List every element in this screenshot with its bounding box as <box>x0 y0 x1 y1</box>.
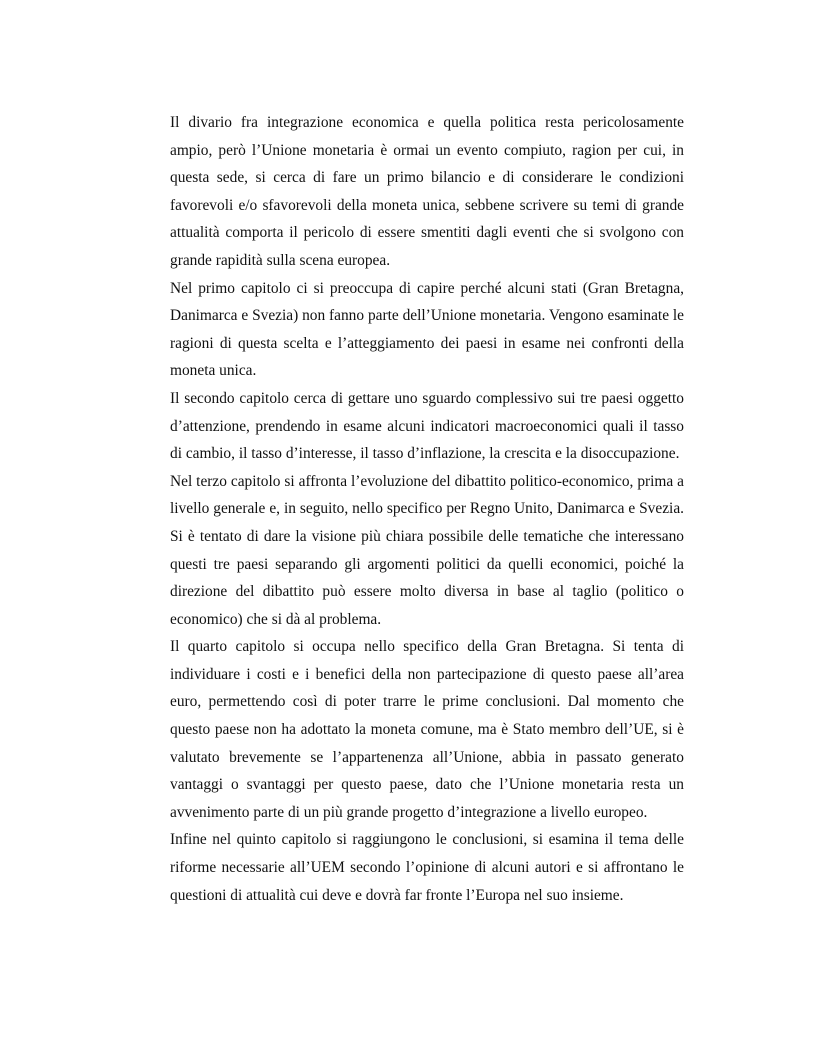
paragraph-chapter-4: Il quarto capitolo si occupa nello specifico della Gran Bretagna. Si tenta di individuare i costi e i benefici della non partecipazione di questo paese all’area euro, permettendo così di poter trarre le prime conclusioni. Dal momento che questo paese non ha adottato la moneta comune, ma è Stato membro dell’UE, si è valutato brevemente se l’appartenenza all’Unione, abbia in passato generato vantaggi o svantaggi per questo paese, dato che l’Unione monetaria resta un avvenimento parte di un più grande progetto d’integrazione a livello europeo. <box>170 638 684 821</box>
document-page <box>170 109 684 909</box>
paragraph-chapter-1: Nel primo capitolo ci si preoccupa di capire perché alcuni stati (Gran Bretagna, Danimarca e Svezia) non fanno parte dell’Unione monetaria. Vengono esaminate le ragioni di questa scelta e l’atteggiamento dei paesi in esame nei confronti della moneta unica. <box>170 279 684 380</box>
paragraph-chapter-5: Infine nel quinto capitolo si raggiungono le conclusioni, si esamina il tema delle riforme necessarie all’UEM secondo l’opinione di alcuni autori e si affrontano le questioni di attualità cui deve e dovrà far fronte l’Europa nel suo insieme. <box>170 831 684 904</box>
paragraph-chapter-3: Nel terzo capitolo si affronta l’evoluzione del dibattito politico-economico, prima a livello generale e, in seguito, nello specifico per Regno Unito, Danimarca e Svezia. Si è tentato di dare la visione più chiara possibile delle tematiche che interessano questi tre paesi separando gli argomenti politici da quelli economici, poiché la direzione del dibattito può essere molto diversa in base al taglio (politico o economico) che si dà al problema. <box>170 472 684 628</box>
paragraph-chapter-2: Il secondo capitolo cerca di gettare uno sguardo complessivo sui tre paesi oggetto d’attenzione, prendendo in esame alcuni indicatori macroeconomici quali il tasso di cambio, il tasso d’interesse, il tasso d’inflazione, la crescita e la disoccupazione. <box>170 389 684 463</box>
paragraph-intro: Il divario fra integrazione economica e quella politica resta pericolosamente ampio, però l’Unione monetaria è ormai un evento compiuto, ragion per cui, in questa sede, si cerca di fare un primo bilancio e di considerare le condizioni favorevoli e/o sfavorevoli della moneta unica, sebbene scrivere su temi di grande attualità comporta il pericolo di essere smentiti dagli eventi che si svolgono con grande rapidità sulla scena europea. <box>170 114 684 269</box>
